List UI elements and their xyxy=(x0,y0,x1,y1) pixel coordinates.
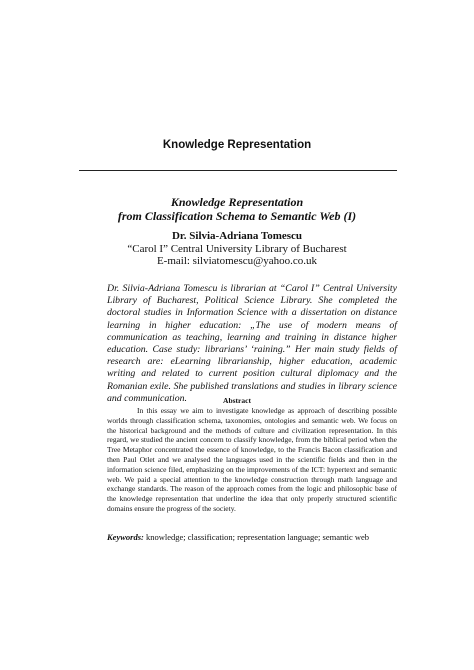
header-rule xyxy=(79,170,397,171)
author-email: E-mail: silviatomescu@yahoo.co.uk xyxy=(156,255,318,267)
paper-title-line1: Knowledge Representation xyxy=(170,195,304,209)
author-affiliation: “Carol I” Central University Library of Bucharest xyxy=(127,242,347,255)
author-bio: Dr. Silvia-Adriana Tomescu is librarian at “Carol I” Central University Library of Bucharest, Political Science Library. She completed the doctoral studies in Information Science with a dissertation on distance learning in higher education: „The use of modern means of communication as teaching, learning and training in distance higher education. Case study: librarians’ ‘raining.” Her main study fields of research are: eLearning librarianship, higher education, academic writing and related to current position cultural diplomacy and the Romanian exile. She published translations and studies in library science and communication. xyxy=(107,283,397,404)
paper-title xyxy=(0,195,474,223)
paper-title-line2: from Classification Schema to Semantic Web (I) xyxy=(117,209,357,223)
author-block xyxy=(0,230,474,268)
keywords xyxy=(107,532,407,543)
keywords-text: knowledge; classification; representation language; semantic web xyxy=(145,532,370,542)
section-heading: Knowledge Representation xyxy=(162,139,312,151)
abstract-text: In this essay we aim to investigate knowledge as approach of describing possible worlds through classification schema, taxonomies, ontologies and semantic web. We focus on the historical background and the methods of culture and civilization representation. In this regard, we studied the ancient concern to classify knowledge, from the biblical period when the Tree Metaphor concentrated the essence of knowledge, to the Francis Bacon classification and then Paul Otlet and we analysed the languages used in the scientific fields and then in the information science filed, emphasizing on the improvements of the ICT: hypertext and semantic web. We paid a special attention to the knowledge construction through math language and exchange standards. The reason of the approach comes from the logic and philosophic base of the knowledge representation that underline the idea that only properly structured scientific domains ensure the progress of the society. xyxy=(107,406,397,513)
keywords-label: Keywords: xyxy=(107,532,144,542)
abstract-heading: Abstract xyxy=(223,396,251,405)
author-name: Dr. Silvia-Adriana Tomescu xyxy=(171,230,303,242)
